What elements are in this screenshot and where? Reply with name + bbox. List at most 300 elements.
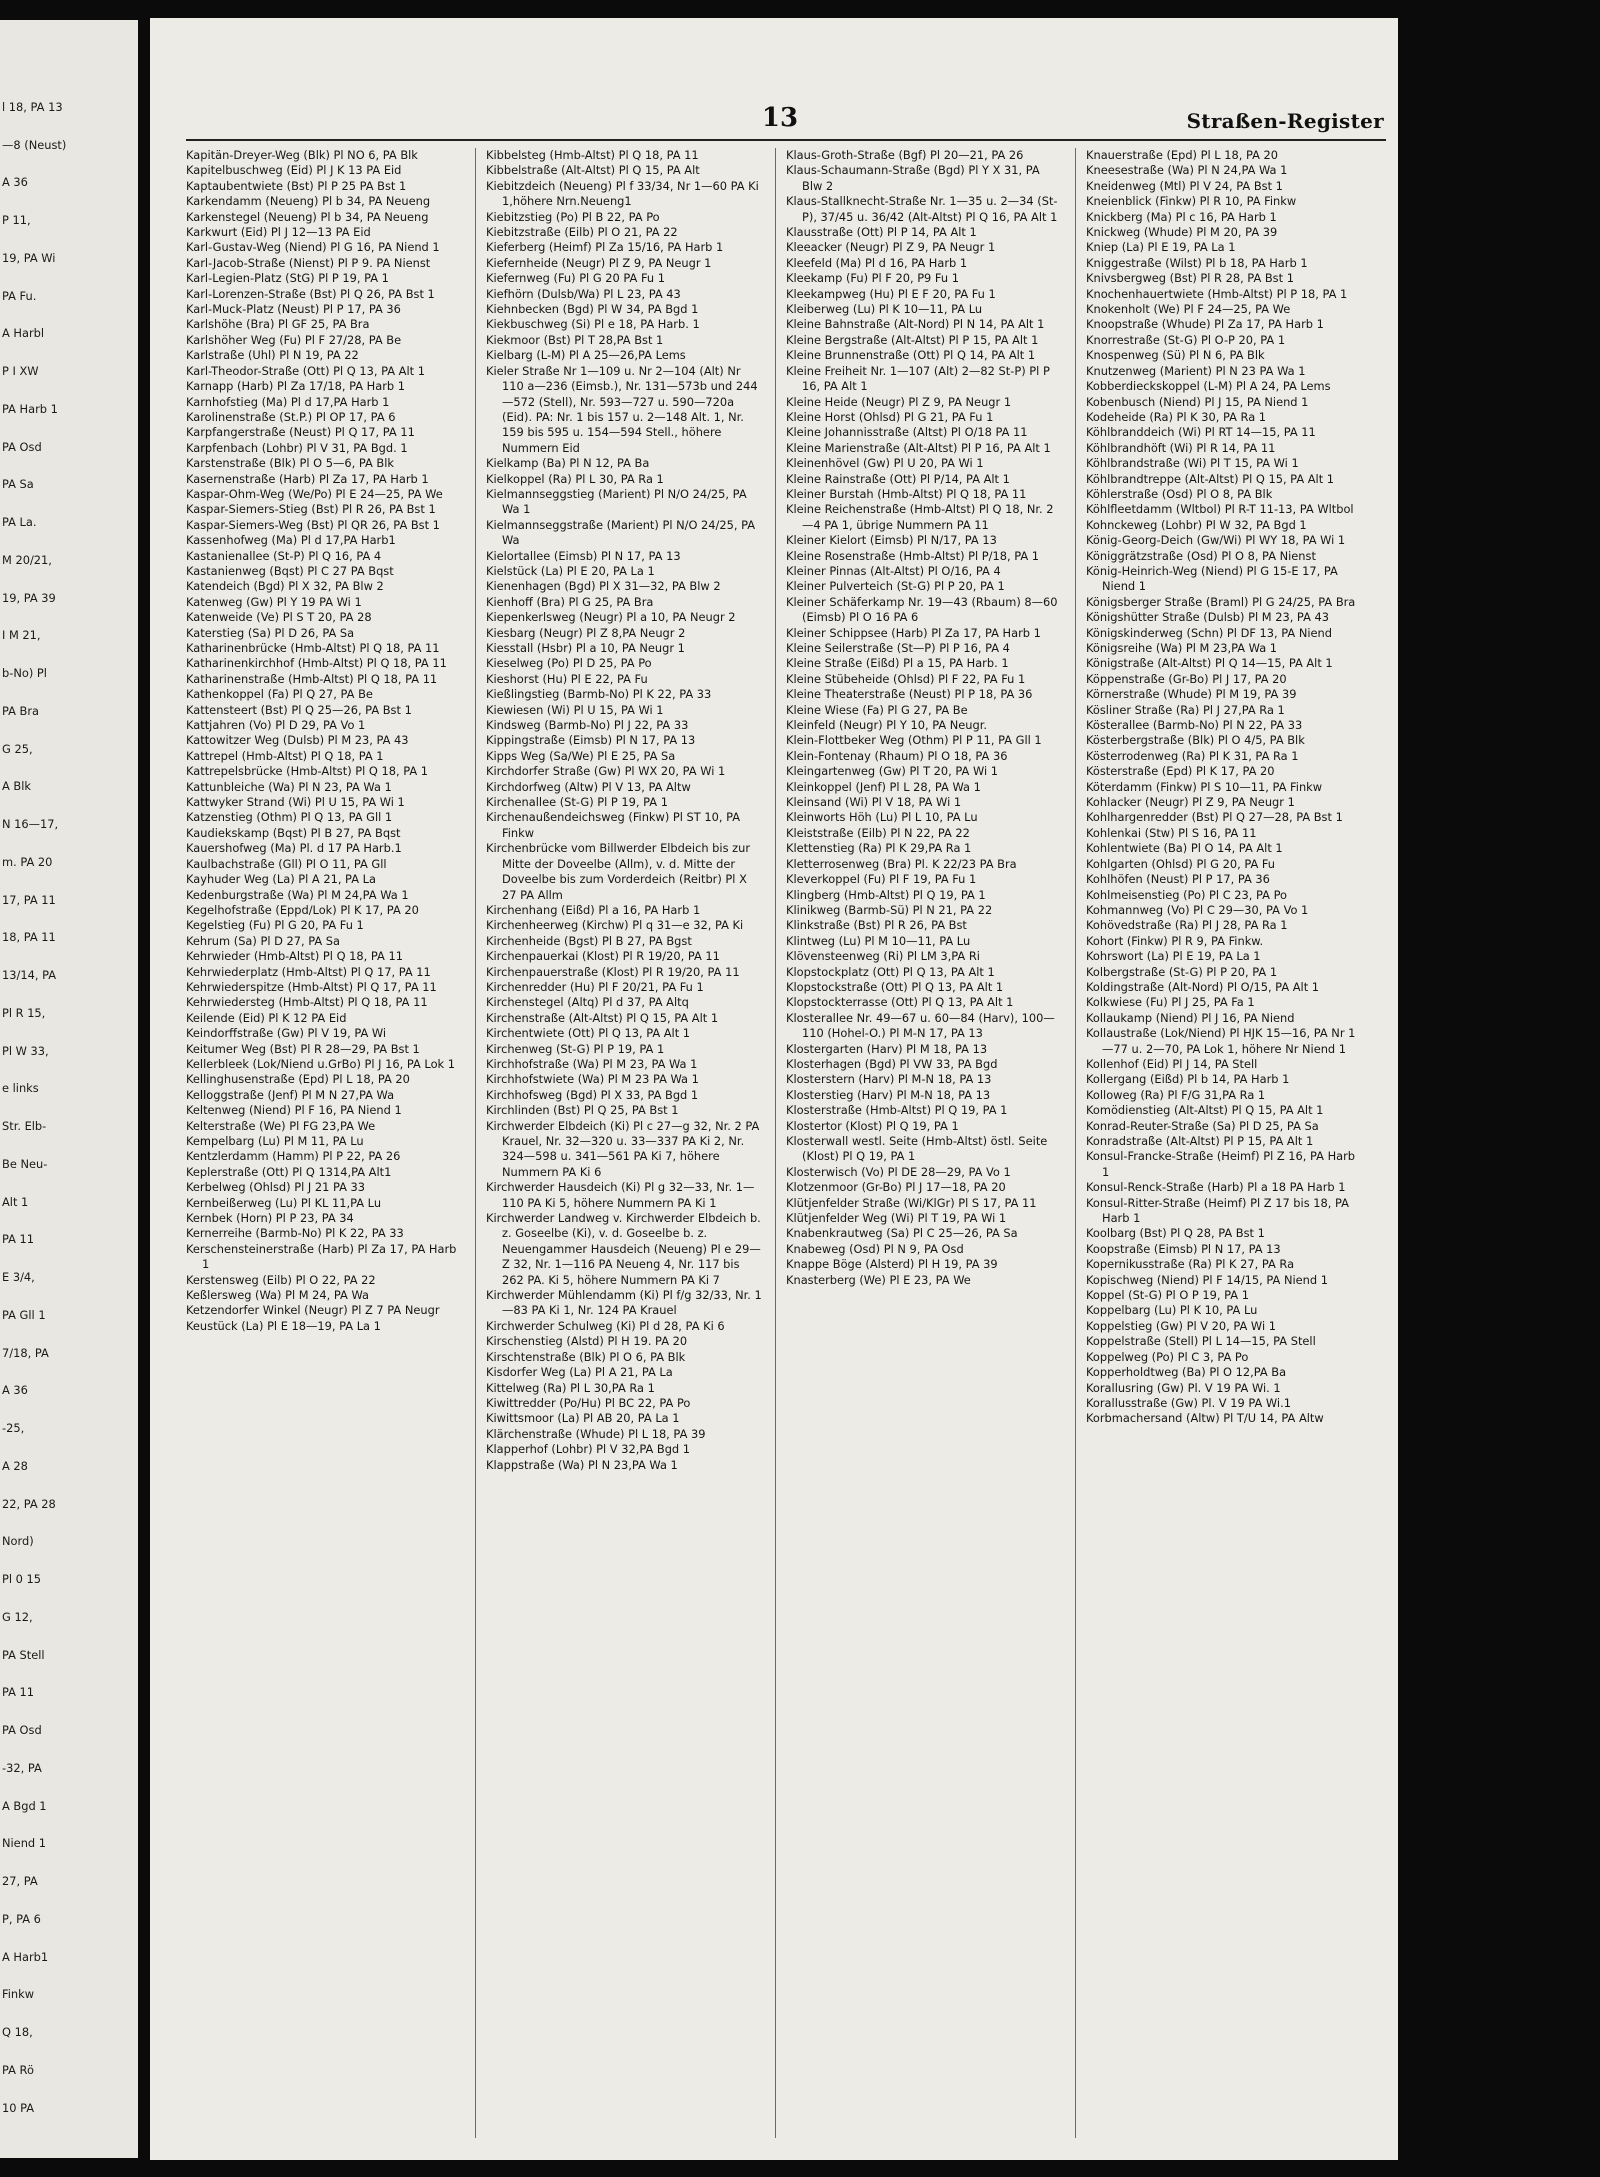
- street-entry: Karkwurt (Eid) Pl J 12—13 PA Eid: [186, 225, 371, 240]
- street-entry: Kleine Marienstraße (Alt-Altst) Pl P 16, PA Alt 1: [786, 440, 1051, 455]
- street-entry: Kösterrodenweg (Ra) Pl K 31, PA Ra 1: [1086, 748, 1299, 763]
- street-entry: Kayhuder Weg (La) Pl A 21, PA La: [186, 872, 376, 887]
- street-entry: Knauerstraße (Epd) Pl L 18, PA 20: [1086, 148, 1279, 162]
- previous-page-fragment: Alt 1: [2, 1194, 29, 1209]
- street-entry: Klotzenmoor (Gr-Bo) Pl J 17—18, PA 20: [786, 1180, 1006, 1195]
- street-entry: Kerstensweg (Eilb) Pl O 22, PA 22: [186, 1272, 376, 1287]
- previous-page-fragment: b-No) Pl: [2, 666, 47, 681]
- street-entry: Kneidenweg (Mtl) Pl V 24, PA Bst 1: [1086, 178, 1283, 193]
- street-entry: Kletterrosenweg (Bra) Pl. K 22/23 PA Bra: [786, 856, 1017, 871]
- street-entry: Kiepenkerlsweg (Neugr) Pl a 10, PA Neugr 2: [486, 610, 736, 625]
- column-divider: [475, 148, 476, 2138]
- street-entry: Klein-Flottbeker Weg (Othm) Pl P 11, PA Gll 1: [786, 733, 1042, 748]
- street-entry: Kolbergstraße (St-G) Pl P 20, PA 1: [1086, 964, 1278, 979]
- street-entry: Kiesstall (Hsbr) Pl a 10, PA Neugr 1: [486, 641, 685, 655]
- street-entry: Kirchwerder Landweg v. Kirchwerder Elbdeich b. z. Goseelbe (Ki), v. d. Goseelbe b. z. Neuengammer Hausdeich (Neueng) Pl e 29—Z 32, Nr. 1—116 PA Neueng 4, Nr. 117 bis 262 PA. Ki 5, höhere Nummern PA Ki 7: [486, 1211, 761, 1287]
- previous-page-fragment: Pl R 15,: [2, 1005, 46, 1020]
- street-entry: Kernerreihe (Barmb-No) Pl K 22, PA 33: [186, 1226, 404, 1241]
- street-entry: Karlshöher Weg (Fu) Pl F 27/28, PA Be: [186, 332, 402, 347]
- previous-page-fragment: P 11,: [2, 213, 31, 228]
- street-entry: Kempelbarg (Lu) Pl M 11, PA Lu: [186, 1134, 364, 1148]
- previous-page-fragment: e links: [2, 1081, 39, 1096]
- street-entry: Koppelstieg (Gw) Pl V 20, PA Wi 1: [1086, 1318, 1276, 1333]
- street-entry: Klaus-Groth-Straße (Bgf) Pl 20—21, PA 26: [786, 148, 1024, 162]
- street-entry: Kattowitzer Weg (Dulsb) Pl M 23, PA 43: [186, 733, 409, 748]
- street-entry: Kollaustraße (Lok/Niend) Pl HJK 15—16, PA Nr 1—77 u. 2—70, PA Lok 1, höhere Nr Niend 1: [1086, 1026, 1356, 1056]
- previous-page-fragment: PA Fu.: [2, 288, 37, 303]
- street-entry: Kösterbergstraße (Blk) Pl O 4/5, PA Blk: [1086, 733, 1305, 748]
- street-entry: Kodeheide (Ra) Pl K 30, PA Ra 1: [1086, 409, 1267, 424]
- street-entry: Karolinenstraße (St.P.) Pl OP 17, PA 6: [186, 409, 396, 424]
- street-entry: Karl-Lorenzen-Straße (Bst) Pl Q 26, PA Bst 1: [186, 286, 435, 301]
- street-entry: König-Heinrich-Weg (Niend) Pl G 15-E 17, PA Niend 1: [1086, 563, 1338, 594]
- street-entry: Kleine Seilerstraße (St—P) Pl P 16, PA 4: [786, 641, 1010, 655]
- street-entry: Koldingstraße (Alt-Nord) Pl O/15, PA Alt 1: [1086, 979, 1320, 994]
- street-entry: Karl-Jacob-Straße (Nienst) Pl P 9. PA Nienst: [186, 255, 431, 270]
- street-entry: Karlshöhe (Bra) Pl GF 25, PA Bra: [186, 317, 370, 332]
- street-entry: Kienhoff (Bra) Pl G 25, PA Bra: [486, 594, 654, 609]
- street-entry: Kieselweg (Po) Pl D 25, PA Po: [486, 656, 652, 671]
- street-entry: Kirchdorfweg (Altw) Pl V 13, PA Altw: [486, 779, 691, 794]
- street-entry: Köterdamm (Finkw) Pl S 10—11, PA Finkw: [1086, 779, 1323, 794]
- street-entry: Kleiner Pinnas (Alt-Altst) Pl O/16, PA 4: [786, 563, 1001, 578]
- street-entry: Kastanienweg (Bqst) Pl C 27 PA Bqst: [186, 563, 394, 578]
- street-entry: Kathenkoppel (Fa) Pl Q 27, PA Be: [186, 687, 373, 702]
- street-entry: Kelterstraße (We) Pl FG 23,PA We: [186, 1118, 376, 1133]
- street-entry: Knivsbergweg (Bst) Pl R 28, PA Bst 1: [1086, 271, 1294, 286]
- street-entry: Kleine Reichenstraße (Hmb-Altst) Pl Q 18, Nr. 2—4 PA 1, übrige Nummern PA 11: [786, 502, 1054, 532]
- street-entry: Kirchenheerweg (Kirchw) Pl q 31—e 32, PA Ki: [486, 918, 744, 933]
- street-entry: Kirchwerder Mühlendamm (Ki) Pl f/g 32/33, Nr. 1—83 PA Ki 1, Nr. 124 PA Krauel: [486, 1288, 762, 1318]
- previous-page-fragment: N 16—17,: [2, 817, 59, 832]
- street-entry: Knickberg (Ma) Pl c 16, PA Harb 1: [1086, 209, 1277, 224]
- street-entry: Kohmannweg (Vo) Pl C 29—30, PA Vo 1: [1086, 902, 1309, 917]
- street-entry: Kisdorfer Weg (La) Pl A 21, PA La: [486, 1365, 673, 1380]
- register-column-3: [786, 148, 1062, 2138]
- street-entry: Kleekampweg (Hu) Pl E F 20, PA Fu 1: [786, 286, 996, 301]
- street-entry: Kehrwieder (Hmb-Altst) Pl Q 18, PA 11: [186, 949, 403, 964]
- street-entry: Kneesestraße (Wa) Pl N 24,PA Wa 1: [1086, 163, 1288, 178]
- street-entry: Klingberg (Hmb-Altst) Pl Q 19, PA 1: [786, 887, 986, 902]
- street-entry: Katerstieg (Sa) Pl D 26, PA Sa: [186, 625, 355, 640]
- street-entry: Kirchenstraße (Alt-Altst) Pl Q 15, PA Alt 1: [486, 1010, 719, 1025]
- previous-page-fragment: Niend 1: [2, 1836, 47, 1851]
- street-entry: Klütjenfelder Straße (Wi/KlGr) Pl S 17, PA 11: [786, 1195, 1037, 1210]
- street-entry: Karl-Muck-Platz (Neust) Pl P 17, PA 36: [186, 302, 401, 317]
- street-entry: Kirchenheide (Bgst) Pl B 27, PA Bgst: [486, 933, 692, 948]
- street-entry: Kösterstraße (Epd) Pl K 17, PA 20: [1086, 764, 1275, 779]
- street-entry: Kienenhagen (Bgd) Pl X 31—32, PA Blw 2: [486, 579, 721, 594]
- street-entry: Kassenhofweg (Ma) Pl d 17,PA Harb1: [186, 533, 396, 548]
- street-entry: Klosterstern (Harv) Pl M-N 18, PA 13: [786, 1072, 992, 1087]
- previous-page-fragment: 13/14, PA: [2, 968, 56, 983]
- previous-page-fragment: -25,: [2, 1421, 25, 1436]
- previous-page-fragment: A 36: [2, 1383, 28, 1398]
- street-entry: Kiefhörn (Dulsb/Wa) Pl L 23, PA 43: [486, 286, 681, 301]
- street-entry: Kleine Brunnenstraße (Ott) Pl Q 14, PA Alt 1: [786, 348, 1036, 363]
- previous-page-fragment: A Harbl: [2, 326, 45, 341]
- previous-page-fragment: A Blk: [2, 779, 31, 794]
- street-entry: Kindsweg (Barmb-No) Pl J 22, PA 33: [486, 718, 689, 733]
- street-entry: Kleeacker (Neugr) Pl Z 9, PA Neugr 1: [786, 240, 996, 255]
- street-entry: Kiebitzstraße (Eilb) Pl O 21, PA 22: [486, 225, 678, 240]
- header-rule: [186, 139, 1386, 141]
- street-entry: Kleiner Schippsee (Harb) Pl Za 17, PA Harb 1: [786, 625, 1041, 640]
- street-entry: Karnhofstieg (Ma) Pl d 17,PA Harb 1: [186, 394, 390, 409]
- street-entry: Kirchenweg (St-G) Pl P 19, PA 1: [486, 1041, 665, 1056]
- street-entry: Kegelhofstraße (Eppd/Lok) Pl K 17, PA 20: [186, 902, 419, 917]
- previous-page-fragment: l 18, PA 13: [2, 100, 63, 114]
- street-entry: Kohlgarten (Ohlsd) Pl G 20, PA Fu: [1086, 856, 1276, 871]
- street-entry: Kauershofweg (Ma) Pl. d 17 PA Harb.1: [186, 841, 402, 856]
- street-entry: Katendeich (Bgd) Pl X 32, PA Blw 2: [186, 579, 384, 594]
- previous-page-fragment: 10 PA: [2, 2100, 35, 2115]
- previous-page-fragment: P I XW: [2, 364, 39, 379]
- street-entry: Kleine Bahnstraße (Alt-Nord) Pl N 14, PA Alt 1: [786, 317, 1045, 332]
- street-entry: Klövensteenweg (Ri) Pl LM 3,PA Ri: [786, 949, 980, 964]
- previous-page-fragment: G 12,: [2, 1609, 33, 1624]
- previous-page-fragment: PA Osd: [2, 1723, 42, 1738]
- street-entry: Kattrepelsbrücke (Hmb-Altst) Pl Q 18, PA 1: [186, 764, 429, 779]
- previous-page-edge: [0, 20, 138, 2158]
- previous-page-fragment: 19, PA 39: [2, 590, 56, 605]
- street-entry: Kollergang (Eißd) Pl b 14, PA Harb 1: [1086, 1072, 1290, 1087]
- street-entry: Knospenweg (Sü) Pl N 6, PA Blk: [1086, 348, 1265, 363]
- street-entry: Kellerbleek (Lok/Niend u.GrBo) Pl J 16, PA Lok 1: [186, 1056, 456, 1071]
- street-entry: Katharinenbrücke (Hmb-Altst) Pl Q 18, PA 11: [186, 641, 440, 655]
- street-entry: Kirchdorfer Straße (Gw) Pl WX 20, PA Wi 1: [486, 764, 726, 779]
- street-entry: Knickweg (Whude) Pl M 20, PA 39: [1086, 225, 1278, 240]
- street-entry: Klosterstraße (Hmb-Altst) Pl Q 19, PA 1: [786, 1103, 1008, 1118]
- street-entry: Kiehnbecken (Bgd) Pl W 34, PA Bgd 1: [486, 302, 699, 317]
- street-entry: Kieler Straße Nr 1—109 u. Nr 2—104 (Alt) Nr 110 a—236 (Eimsb.), Nr. 131—573b und 244—572 (Stell), Nr. 593—727 u. 590—720a (Eid). PA: Nr. 1 bis 157 u. 2—148 Alt. 1, Nr. 159 bis 595 u. 154—594 Stell., höhere Nummern Eid: [486, 363, 758, 455]
- street-entry: Karkendamm (Neueng) Pl b 34, PA Neueng: [186, 194, 431, 209]
- street-entry: Knochenhauertwiete (Hmb-Altst) Pl P 18, PA 1: [1086, 286, 1348, 301]
- street-entry: Kolkwiese (Fu) Pl J 25, PA Fa 1: [1086, 995, 1255, 1010]
- street-entry: Kehrwiederplatz (Hmb-Altst) Pl Q 17, PA 11: [186, 964, 431, 979]
- street-entry: Karnapp (Harb) Pl Za 17/18, PA Harb 1: [186, 379, 405, 394]
- street-entry: Kirchhofsweg (Bgd) Pl X 33, PA Bgd 1: [486, 1087, 699, 1102]
- street-entry: Klostertor (Klost) Pl Q 19, PA 1: [786, 1118, 959, 1133]
- street-entry: Kiwittredder (Po/Hu) Pl BC 22, PA Po: [486, 1395, 691, 1410]
- street-entry: Klosterallee Nr. 49—67 u. 60—84 (Harv), 100—110 (Hohel-O.) Pl M-N 17, PA 13: [786, 1010, 1055, 1041]
- street-entry: Kleine Rosenstraße (Hmb-Altst) Pl P/18, PA 1: [786, 548, 1040, 563]
- street-entry: Kollaukamp (Niend) Pl J 16, PA Niend: [1086, 1010, 1295, 1025]
- street-entry: Kaspar-Siemers-Weg (Bst) Pl QR 26, PA Bst 1: [186, 517, 440, 532]
- street-entry: Klärchenstraße (Whude) Pl L 18, PA 39: [486, 1426, 706, 1441]
- street-entry: Kohlacker (Neugr) Pl Z 9, PA Neugr 1: [1086, 795, 1295, 810]
- street-entry: Klettenstieg (Ra) Pl K 29,PA Ra 1: [786, 841, 972, 856]
- street-entry: Kattwyker Strand (Wi) Pl U 15, PA Wi 1: [186, 795, 405, 810]
- street-entry: Kleine Freiheit Nr. 1—107 (Alt) 2—82 St-P) Pl P 16, PA Alt 1: [786, 363, 1050, 394]
- street-entry: Köhlbrandstraße (Wi) Pl T 15, PA Wi 1: [1086, 456, 1299, 471]
- street-entry: Kapitän-Dreyer-Weg (Blk) Pl NO 6, PA Blk: [186, 148, 418, 162]
- street-entry: Kirchentwiete (Ott) Pl Q 13, PA Alt 1: [486, 1026, 691, 1041]
- street-entry: Keindorffstraße (Gw) Pl V 19, PA Wi: [186, 1026, 387, 1041]
- street-entry: Kleine Johannisstraße (Altst) Pl O/18 PA 11: [786, 425, 1028, 440]
- street-entry: Kirchwerder Schulweg (Ki) Pl d 28, PA Ki 6: [486, 1318, 725, 1333]
- street-entry: Klausstraße (Ott) Pl P 14, PA Alt 1: [786, 225, 977, 240]
- street-entry: Kiekmoor (Bst) Pl T 28,PA Bst 1: [486, 332, 664, 347]
- previous-page-fragment: Pl W 33,: [2, 1043, 49, 1058]
- street-entry: Kösliner Straße (Ra) Pl J 27,PA Ra 1: [1086, 702, 1285, 717]
- street-entry: Knappe Böge (Alsterd) Pl H 19, PA 39: [786, 1257, 998, 1272]
- page-header-title: Straßen-Register: [1186, 109, 1384, 133]
- street-entry: Kopperholdtweg (Ba) Pl O 12,PA Ba: [1086, 1365, 1287, 1380]
- street-entry: Klosterhagen (Bgd) Pl VW 33, PA Bgd: [786, 1056, 998, 1071]
- street-entry: Knasterberg (We) Pl E 23, PA We: [786, 1272, 971, 1287]
- previous-page-fragment: 19, PA Wi: [2, 250, 56, 265]
- street-entry: Kleine Stübeheide (Ohlsd) Pl F 22, PA Fu 1: [786, 671, 1026, 686]
- street-entry: Korallusring (Gw) Pl. V 19 PA Wi. 1: [1086, 1380, 1281, 1395]
- street-entry: Kirchenpauerkai (Klost) Pl R 19/20, PA 11: [486, 949, 720, 964]
- street-entry: Karl-Theodor-Straße (Ott) Pl Q 13, PA Alt 1: [186, 363, 425, 378]
- street-entry: Kirchenaußendeichsweg (Finkw) Pl ST 10, PA Finkw: [486, 810, 741, 840]
- street-entry: Kiebitzdeich (Neueng) Pl f 33/34, Nr 1—60 PA Ki 1,höhere Nrn.Neueng1: [486, 178, 759, 209]
- street-entry: Kleiner Kielort (Eimsb) Pl N/17, PA 13: [786, 533, 997, 548]
- street-entry: Konsul-Renck-Straße (Harb) Pl a 18 PA Harb 1: [1086, 1180, 1346, 1195]
- street-entry: Kolloweg (Ra) Pl F/G 31,PA Ra 1: [1086, 1087, 1266, 1102]
- street-entry: Königstraße (Alt-Altst) Pl Q 14—15, PA Alt 1: [1086, 656, 1333, 671]
- street-entry: Kentzlerdamm (Hamm) Pl P 22, PA 26: [186, 1149, 401, 1164]
- street-entry: Kleine Rainstraße (Ott) Pl P/14, PA Alt 1: [786, 471, 1010, 486]
- previous-page-fragment: A 28: [2, 1458, 28, 1473]
- street-entry: Kegelstieg (Fu) Pl G 20, PA Fu 1: [186, 918, 364, 933]
- street-entry: Katharinenkirchhof (Hmb-Altst) Pl Q 18, PA 11: [186, 656, 447, 671]
- street-entry: Klopstockstraße (Ott) Pl Q 13, PA Alt 1: [786, 979, 1004, 994]
- street-entry: Kleiner Burstah (Hmb-Altst) Pl Q 18, PA 11: [786, 486, 1027, 501]
- street-entry: Kleiner Pulverteich (St-G) Pl P 20, PA 1: [786, 579, 1005, 594]
- previous-page-fragment: -32, PA: [2, 1760, 42, 1775]
- street-entry: Kapitelbuschweg (Eid) Pl J K 13 PA Eid: [186, 163, 402, 178]
- street-entry: Kittelweg (Ra) Pl L 30,PA Ra 1: [486, 1380, 655, 1395]
- previous-page-fragment: PA Sa: [2, 477, 34, 492]
- street-entry: Konsul-Francke-Straße (Heimf) Pl Z 16, PA Harb 1: [1086, 1149, 1356, 1179]
- previous-page-fragment: Be Neu-: [2, 1156, 48, 1171]
- previous-page-fragment: Q 18,: [2, 2025, 33, 2040]
- street-entry: Kopischweg (Niend) Pl F 14/15, PA Niend 1: [1086, 1272, 1328, 1287]
- street-entry: Kohlenkai (Stw) Pl S 16, PA 11: [1086, 825, 1257, 840]
- street-entry: Kneienblick (Finkw) Pl R 10, PA Finkw: [1086, 194, 1297, 209]
- street-entry: Korbmachersand (Altw) Pl T/U 14, PA Altw: [1086, 1411, 1324, 1426]
- street-entry: Kobberdieckskoppel (L-M) Pl A 24, PA Lems: [1086, 379, 1331, 394]
- street-entry: Klostergarten (Harv) Pl M 18, PA 13: [786, 1041, 988, 1056]
- previous-page-fragment: 18, PA 11: [2, 930, 56, 945]
- street-entry: Kerbelweg (Ohlsd) Pl J 21 PA 33: [186, 1180, 365, 1195]
- street-entry: Kniep (La) Pl E 19, PA La 1: [1086, 240, 1236, 255]
- street-entry: Ketzendorfer Winkel (Neugr) Pl Z 7 PA Neugr: [186, 1303, 440, 1318]
- street-entry: Keßlersweg (Wa) Pl M 24, PA Wa: [186, 1288, 369, 1303]
- street-entry: Kohrswort (La) Pl E 19, PA La 1: [1086, 949, 1261, 964]
- register-page: [150, 18, 1398, 2160]
- street-entry: Köppenstraße (Gr-Bo) Pl J 17, PA 20: [1086, 671, 1287, 686]
- street-entry: Kielortallee (Eimsb) Pl N 17, PA 13: [486, 548, 681, 563]
- previous-page-fragment: G 25,: [2, 741, 33, 756]
- previous-page-fragment: 27, PA: [2, 1874, 38, 1889]
- street-entry: Kehrwiederspitze (Hmb-Altst) Pl Q 17, PA 11: [186, 979, 437, 994]
- street-entry: Kielkamp (Ba) Pl N 12, PA Ba: [486, 456, 650, 471]
- page-number: 13: [761, 103, 799, 133]
- street-entry: Koopstraße (Eimsb) Pl N 17, PA 13: [1086, 1241, 1281, 1256]
- street-entry: Köhlbrandhöft (Wi) Pl R 14, PA 11: [1086, 440, 1276, 455]
- street-entry: Kleine Wiese (Fa) Pl G 27, PA Be: [786, 702, 968, 717]
- street-entry: Kernbeißerweg (Lu) Pl KL 11,PA Lu: [186, 1195, 382, 1210]
- street-entry: Kleinworts Höh (Lu) Pl L 10, PA Lu: [786, 810, 978, 825]
- register-column-1: [186, 148, 462, 2138]
- street-entry: Knabenkrautweg (Sa) Pl C 25—26, PA Sa: [786, 1226, 1018, 1241]
- street-entry: Karl-Legien-Platz (StG) Pl P 19, PA 1: [186, 271, 389, 286]
- street-entry: Kieferberg (Heimf) Pl Za 15/16, PA Harb 1: [486, 240, 724, 255]
- street-entry: Königshütter Straße (Dulsb) Pl M 23, PA 43: [1086, 610, 1329, 625]
- register-column-4: [1086, 148, 1362, 2138]
- street-entry: Knutzenweg (Marient) Pl N 23 PA Wa 1: [1086, 363, 1306, 378]
- street-entry: Kleine Heide (Neugr) Pl Z 9, PA Neugr 1: [786, 394, 1012, 409]
- street-entry: Kleverkoppel (Fu) Pl F 19, PA Fu 1: [786, 872, 977, 887]
- street-entry: Kaptaubentwiete (Bst) Pl P 25 PA Bst 1: [186, 178, 407, 193]
- street-entry: Klosterstieg (Harv) Pl M-N 18, PA 13: [786, 1087, 991, 1102]
- street-entry: Karpfenbach (Lohbr) Pl V 31, PA Bgd. 1: [186, 440, 408, 455]
- street-entry: Koppelbarg (Lu) Pl K 10, PA Lu: [1086, 1303, 1258, 1318]
- street-entry: Kirchlinden (Bst) Pl Q 25, PA Bst 1: [486, 1103, 679, 1118]
- street-entry: Kirchenpauerstraße (Klost) Pl R 19/20, PA 11: [486, 964, 740, 979]
- street-entry: Keitumer Weg (Bst) Pl R 28—29, PA Bst 1: [186, 1041, 420, 1056]
- street-entry: Kattrepel (Hmb-Altst) Pl Q 18, PA 1: [186, 748, 384, 763]
- street-entry: Kirchwerder Elbdeich (Ki) Pl c 27—g 32, Nr. 2 PA Krauel, Nr. 32—320 u. 33—337 PA Ki 2, Nr. 324—598 u. 341—561 PA Ki 7, höhere Nummern PA Ki 6: [486, 1118, 760, 1179]
- previous-page-fragment: PA La.: [2, 515, 37, 530]
- street-entry: Kohort (Finkw) Pl R 9, PA Finkw.: [1086, 933, 1264, 948]
- street-entry: Kleingartenweg (Gw) Pl T 20, PA Wi 1: [786, 764, 999, 779]
- street-entry: Kibbelstraße (Alt-Altst) Pl Q 15, PA Alt: [486, 163, 700, 178]
- street-entry: Kirchenallee (St-G) Pl P 19, PA 1: [486, 795, 668, 810]
- street-entry: Köhlbrandtreppe (Alt-Altst) Pl Q 15, PA Alt 1: [1086, 471, 1335, 486]
- previous-page-fragment: 17, PA 11: [2, 892, 56, 907]
- street-entry: Kaspar-Ohm-Weg (We/Po) Pl E 24—25, PA We: [186, 486, 443, 501]
- street-entry: Konradstraße (Alt-Altst) Pl P 15, PA Alt 1: [1086, 1134, 1314, 1148]
- street-entry: Katenweide (Ve) Pl S T 20, PA 28: [186, 610, 372, 625]
- street-entry: Kattunbleiche (Wa) Pl N 23, PA Wa 1: [186, 779, 392, 794]
- previous-page-fragment: PA Stell: [2, 1647, 45, 1662]
- street-entry: Köhlerstraße (Osd) Pl O 8, PA Blk: [1086, 486, 1273, 501]
- street-entry: Kirchenredder (Hu) Pl F 20/21, PA Fu 1: [486, 979, 704, 994]
- street-entry: Kirchenbrücke vom Billwerder Elbdeich bis zur Mitte der Doveelbe (Allm), v. d. Mitte der Doveelbe bis zum Vorderdeich (Reitbr) Pl X 27 PA Allm: [486, 841, 751, 902]
- street-entry: Knokenholt (We) Pl F 24—25, PA We: [1086, 302, 1291, 317]
- street-entry: Klinkstraße (Bst) Pl R 26, PA Bst: [786, 918, 967, 933]
- previous-page-fragment: A Harb1: [2, 1949, 49, 1964]
- previous-page-fragment: m. PA 20: [2, 854, 53, 869]
- street-entry: Kerschensteinerstraße (Harb) Pl Za 17, PA Harb 1: [186, 1241, 457, 1272]
- street-entry: Korallusstraße (Gw) Pl. V 19 PA Wi.1: [1086, 1395, 1291, 1410]
- street-entry: Kaudiekskamp (Bqst) Pl B 27, PA Bqst: [186, 825, 401, 840]
- street-entry: Kohlhöfen (Neust) Pl P 17, PA 36: [1086, 872, 1270, 887]
- street-entry: Kielkoppel (Ra) Pl L 30, PA Ra 1: [486, 471, 664, 486]
- street-entry: Konrad-Reuter-Straße (Sa) Pl D 25, PA Sa: [1086, 1118, 1319, 1133]
- street-entry: Kirchwerder Hausdeich (Ki) Pl g 32—33, Nr. 1—110 PA Ki 5, höhere Nummern PA Ki 1: [486, 1180, 755, 1210]
- street-entry: Kellinghusenstraße (Epd) Pl L 18, PA 20: [186, 1072, 410, 1087]
- street-entry: Kobenbusch (Niend) Pl J 15, PA Niend 1: [1086, 394, 1309, 409]
- street-entry: Koolbarg (Bst) Pl Q 28, PA Bst 1: [1086, 1226, 1265, 1241]
- street-entry: Köhlfleetdamm (Wltbol) Pl R-T 11-13, PA Wltbol: [1086, 502, 1354, 517]
- street-entry: Kollenhof (Eid) Pl J 14, PA Stell: [1086, 1056, 1258, 1071]
- previous-page-fragment: A 36: [2, 175, 28, 190]
- previous-page-fragment: Pl 0 15: [2, 1572, 42, 1587]
- street-entry: Kipps Weg (Sa/We) Pl E 25, PA Sa: [486, 748, 676, 763]
- street-entry: Kiesbarg (Neugr) Pl Z 8,PA Neugr 2: [486, 625, 686, 640]
- previous-page-fragment: 22, PA 28: [2, 1496, 56, 1511]
- street-entry: Katharinenstraße (Hmb-Altst) Pl Q 18, PA 11: [186, 671, 438, 686]
- street-entry: Kasernenstraße (Harb) Pl Za 17, PA Harb 1: [186, 471, 429, 486]
- street-entry: Kiekbuschweg (Si) Pl e 18, PA Harb. 1: [486, 317, 700, 332]
- column-divider: [1075, 148, 1076, 2138]
- previous-page-fragment: PA Osd: [2, 439, 42, 454]
- street-entry: Klein-Fontenay (Rhaum) Pl O 18, PA 36: [786, 748, 1008, 763]
- street-entry: Kiwittsmoor (La) Pl AB 20, PA La 1: [486, 1411, 680, 1426]
- street-entry: Kieshorst (Hu) Pl E 22, PA Fu: [486, 671, 648, 686]
- street-entry: Kleine Straße (Eißd) Pl a 15, PA Harb. 1: [786, 656, 1009, 671]
- street-entry: Kösterallee (Barmb-No) Pl N 22, PA 33: [1086, 718, 1303, 733]
- street-entry: Kleine Theaterstraße (Neust) Pl P 18, PA 36: [786, 687, 1033, 702]
- previous-page-fragment: P, PA 6: [2, 1911, 41, 1926]
- previous-page-fragment: 7/18, PA: [2, 1345, 49, 1360]
- street-entry: Kielmannseggstieg (Marient) Pl N/O 24/25, PA Wa 1: [486, 486, 747, 517]
- street-entry: Kernbek (Horn) Pl P 23, PA 34: [186, 1211, 354, 1226]
- street-entry: Kleinsand (Wi) Pl V 18, PA Wi 1: [786, 795, 962, 810]
- street-entry: Knabeweg (Osd) Pl N 9, PA Osd: [786, 1241, 964, 1256]
- register-column-2: [486, 148, 762, 2138]
- street-entry: Klapperhof (Lohbr) Pl V 32,PA Bgd 1: [486, 1442, 691, 1457]
- street-entry: Keustück (La) Pl E 18—19, PA La 1: [186, 1318, 381, 1333]
- street-entry: Kielstück (La) Pl E 20, PA La 1: [486, 563, 655, 578]
- street-entry: Katzenstieg (Othm) Pl Q 13, PA Gll 1: [186, 810, 393, 825]
- street-entry: Kohlentwiete (Ba) Pl O 14, PA Alt 1: [1086, 841, 1283, 856]
- street-entry: Kiewiesen (Wi) Pl U 15, PA Wi 1: [486, 702, 664, 717]
- street-entry: Kleine Bergstraße (Alt-Altst) Pl P 15, PA Alt 1: [786, 332, 1039, 347]
- street-entry: Koppelstraße (Stell) Pl L 14—15, PA Stell: [1086, 1334, 1316, 1349]
- street-entry: Keilende (Eid) Pl K 12 PA Eid: [186, 1010, 347, 1025]
- street-entry: Klopstockplatz (Ott) Pl Q 13, PA Alt 1: [786, 964, 995, 979]
- street-entry: Koppelweg (Po) Pl C 3, PA Po: [1086, 1349, 1249, 1364]
- street-entry: Kopernikusstraße (Ra) Pl K 27, PA Ra: [1086, 1257, 1295, 1272]
- street-entry: Kehrwiedersteg (Hmb-Altst) Pl Q 18, PA 11: [186, 995, 428, 1010]
- street-entry: Kattjahren (Vo) Pl D 29, PA Vo 1: [186, 718, 366, 733]
- street-entry: Kiebitzstieg (Po) Pl B 22, PA Po: [486, 209, 660, 224]
- street-entry: Kohlmeisenstieg (Po) Pl C 23, PA Po: [1086, 887, 1287, 902]
- previous-page-fragment: PA Bra: [2, 703, 40, 718]
- street-entry: Körnerstraße (Whude) Pl M 19, PA 39: [1086, 687, 1297, 702]
- street-entry: Konsul-Ritter-Straße (Heimf) Pl Z 17 bis 18, PA Harb 1: [1086, 1195, 1349, 1226]
- street-entry: Klintweg (Lu) Pl M 10—11, PA Lu: [786, 933, 971, 948]
- street-entry: Kleiner Schäferkamp Nr. 19—43 (Rbaum) 8—60 (Eimsb) Pl O 16 PA 6: [786, 594, 1058, 625]
- street-entry: Klappstraße (Wa) Pl N 23,PA Wa 1: [486, 1457, 678, 1472]
- street-entry: Kohövedstraße (Ra) Pl J 28, PA Ra 1: [1086, 918, 1288, 933]
- street-entry: Kiefernweg (Fu) Pl G 20 PA Fu 1: [486, 271, 665, 286]
- street-entry: Kießlingstieg (Barmb-No) Pl K 22, PA 33: [486, 687, 712, 702]
- street-entry: Kleinenhövel (Gw) Pl U 20, PA Wi 1: [786, 456, 984, 471]
- street-entry: Kibbelsteg (Hmb-Altst) Pl Q 18, PA 11: [486, 148, 699, 162]
- street-entry: Klaus-Stallknecht-Straße Nr. 1—35 u. 2—34 (St-P), 37/45 u. 36/42 (Alt-Altst) Pl Q 16, PA Alt 1: [786, 194, 1058, 224]
- street-entry: Kirschenstieg (Alstd) Pl H 19. PA 20: [486, 1334, 688, 1349]
- street-entry: Kaspar-Siemers-Stieg (Bst) Pl R 26, PA Bst 1: [186, 502, 436, 517]
- street-entry: Kirchhofstraße (Wa) Pl M 23, PA Wa 1: [486, 1056, 698, 1071]
- street-entry: Kirchhofstwiete (Wa) Pl M 23 PA Wa 1: [486, 1072, 699, 1087]
- street-entry: Königskinderweg (Schn) Pl DF 13, PA Niend: [1086, 625, 1332, 640]
- street-entry: Karl-Gustav-Weg (Niend) Pl G 16, PA Niend 1: [186, 240, 440, 255]
- street-entry: Keltenweg (Niend) Pl F 16, PA Niend 1: [186, 1103, 402, 1118]
- street-entry: Kirchenstegel (Altq) Pl d 37, PA Altq: [486, 995, 689, 1010]
- street-entry: Klosterwisch (Vo) Pl DE 28—29, PA Vo 1: [786, 1164, 1011, 1179]
- street-entry: Kielbarg (L-M) Pl A 25—26,PA Lems: [486, 348, 686, 363]
- street-entry: Kirchenhang (Eißd) Pl a 16, PA Harb 1: [486, 902, 701, 917]
- previous-page-fragment: A Bgd 1: [2, 1798, 47, 1813]
